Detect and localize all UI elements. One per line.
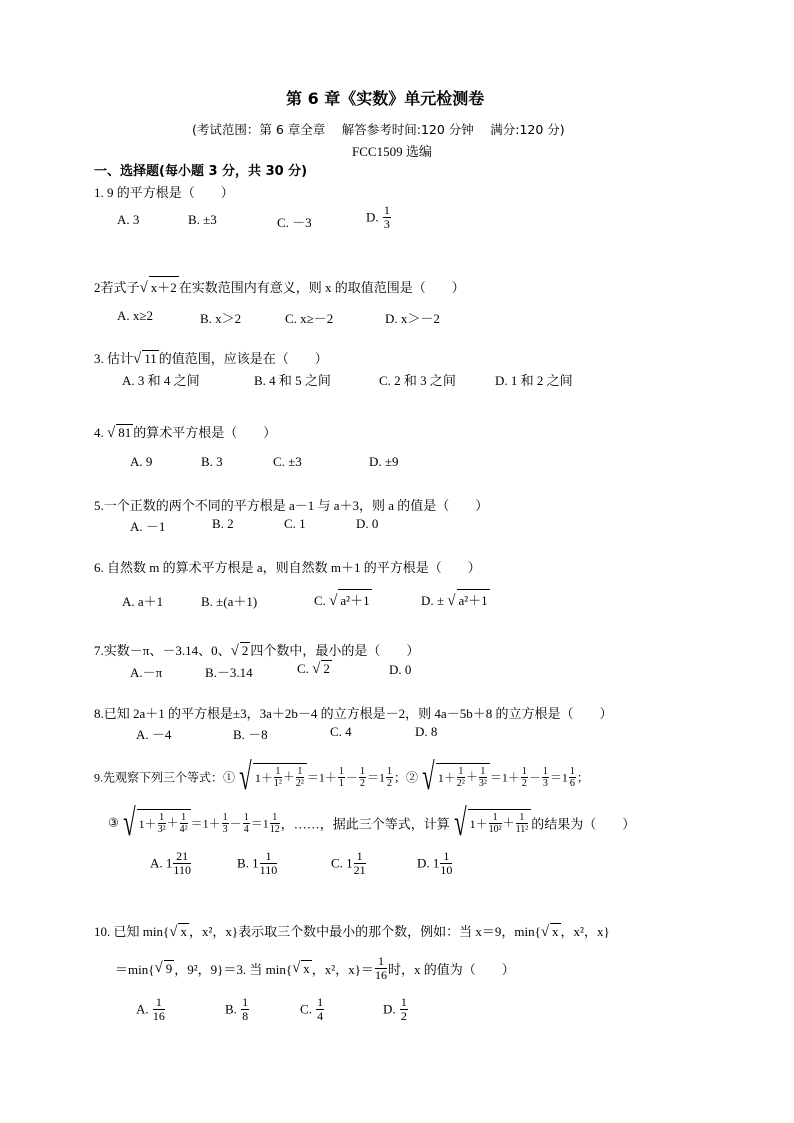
- q7-option-a: A.－π: [130, 665, 163, 680]
- exam-scope: (考试范围：第 6 章全章 解答参考时间:120 分钟 满分:120 分): [192, 122, 565, 137]
- question-7-stem: 7.实数－π、－3.14、0、√ 2 四个数中，最小的是（ ）: [94, 643, 420, 659]
- q7-option-d: D. 0: [389, 662, 412, 677]
- question-8-stem: 8.已知 2a＋1 的平方根是±3，3a＋2b－4 的立方根是－2，则 4a－5b＋8 的立方根是（ ）: [94, 706, 613, 721]
- q8-option-c: C. 4: [330, 724, 352, 739]
- question-6-stem: 6. 自然数 m 的算术平方根是 a，则自然数 m＋1 的平方根是（ ）: [94, 560, 481, 575]
- page-title: 第 6 章《实数》单元检测卷: [286, 89, 485, 108]
- q5-option-b: B. 2: [212, 516, 234, 531]
- q6-option-b: B. ±(a＋1): [201, 594, 258, 609]
- q4-option-b: B. 3: [201, 454, 223, 469]
- q6-option-a: A. a＋1: [122, 594, 164, 609]
- section-heading: 一、选择题(每小题 3 分，共 30 分): [94, 164, 308, 179]
- q3-option-b: B. 4 和 5 之间: [254, 373, 331, 388]
- question-1-stem: 1. 9 的平方根是（ ）: [94, 185, 234, 200]
- q6-option-d: D. ± √ a²＋1: [421, 589, 490, 610]
- q2-option-b: B. x＞2: [200, 311, 242, 326]
- q5-option-a: A. －1: [130, 519, 166, 534]
- q9-option-b: B. 1 $\frac{1}{110}$: [237, 849, 278, 878]
- question-3-stem: 3. 估计√ 11 的值范围，应该是在（ ）: [94, 351, 328, 367]
- question-9-line-1: 9.先观察下列三个等式：① √ 1＋ $\frac{1}{\text{1²}}$ ＋ $\frac{1}{\text{2²}}$ ＝1＋ $\frac{1}{1}$ － $\frac{1}{2}$ ＝1 $\frac{1}{2}$ ；② √ 1＋ $\frac{1}{\text{2²}}$ ＋ $\frac{1}{\text{3²}}$ ＝1＋ $\frac{1}{2}$ － $\frac{1}{3}$ ＝1 $\frac{1}{6}$ ；: [94, 756, 589, 798]
- q5-option-d: D. 0: [356, 516, 379, 531]
- question-10-line-1: 10. 已知 min{√ x ，x²，x}表示取三个数中最小的那个数，例如：当 x＝9，min{√ x ，x²，x}: [94, 924, 610, 940]
- q9-option-a: A. 1 $\frac{21}{110}$: [150, 849, 191, 878]
- q2-option-d: D. x＞－2: [385, 311, 440, 326]
- question-9-line-2: ③ √ 1＋ $\frac{1}{\text{3²}}$ ＋ $\frac{1}{\text{4²}}$ ＝1＋ $\frac{1}{3}$ － $\frac{1}{4}$ ＝1 $\frac{1}{12}$ ，……，据此三个等式，计算 √ 1＋ $\frac{1}{\text{10²}}$ ＋ $\frac{1}{\text{11²}}$ 的结果为（ ）: [108, 802, 636, 844]
- q2-option-a: A. x≥2: [117, 308, 154, 323]
- q6-option-c: C. √ a²＋1: [314, 589, 372, 610]
- q9-option-d: D. 1 $\frac{1}{10}$: [417, 849, 453, 878]
- q4-option-c: C. ±3: [273, 454, 302, 469]
- q7-option-c: C. √ 2: [297, 661, 330, 677]
- question-5-stem: 5.一个正数的两个不同的平方根是 a－1 与 a＋3，则 a 的值是（ ）: [94, 498, 489, 513]
- q4-option-d: D. ±9: [369, 454, 399, 469]
- q8-option-b: B. －8: [233, 727, 268, 742]
- q5-option-c: C. 1: [284, 516, 306, 531]
- question-4-stem: 4. √ 81 的算术平方根是（ ）: [94, 425, 277, 441]
- q8-option-a: A. －4: [136, 727, 172, 742]
- q10-option-d: D. $\frac{1}{2}$: [383, 995, 407, 1024]
- editor-note: FCC1509 选编: [352, 144, 432, 159]
- q3-option-d: D. 1 和 2 之间: [495, 373, 573, 388]
- q10-option-c: C. $\frac{1}{4}$: [300, 995, 324, 1024]
- q2-option-c: C. x≥－2: [285, 311, 334, 326]
- q9-option-c: C. 1 $\frac{1}{21}$: [331, 849, 366, 878]
- q3-option-c: C. 2 和 3 之间: [379, 373, 456, 388]
- question-10-line-2: ＝min{√ 9 ，9²，9}＝3. 当 min{√ x ，x²，x}＝ $\frac{1}{16}$ 时，x 的值为（ ）: [115, 954, 515, 983]
- question-2-stem: 2若式子√ x＋2 在实数范围内有意义，则 x 的取值范围是（ ）: [94, 276, 465, 297]
- q1-option-d: D. $\frac{1}{3}$: [366, 203, 390, 232]
- q1-option-c: C. －3: [277, 215, 312, 230]
- q3-option-a: A. 3 和 4 之间: [122, 373, 200, 388]
- q7-option-b: B.－3.14: [205, 665, 253, 680]
- q4-option-a: A. 9: [130, 454, 153, 469]
- q10-option-a: A. $\frac{1}{16}$: [136, 995, 165, 1024]
- q8-option-d: D. 8: [415, 724, 438, 739]
- q1-option-a: A. 3: [117, 212, 140, 227]
- q10-option-b: B. $\frac{1}{8}$: [225, 995, 249, 1024]
- q1-option-b: B. ±3: [188, 212, 217, 227]
